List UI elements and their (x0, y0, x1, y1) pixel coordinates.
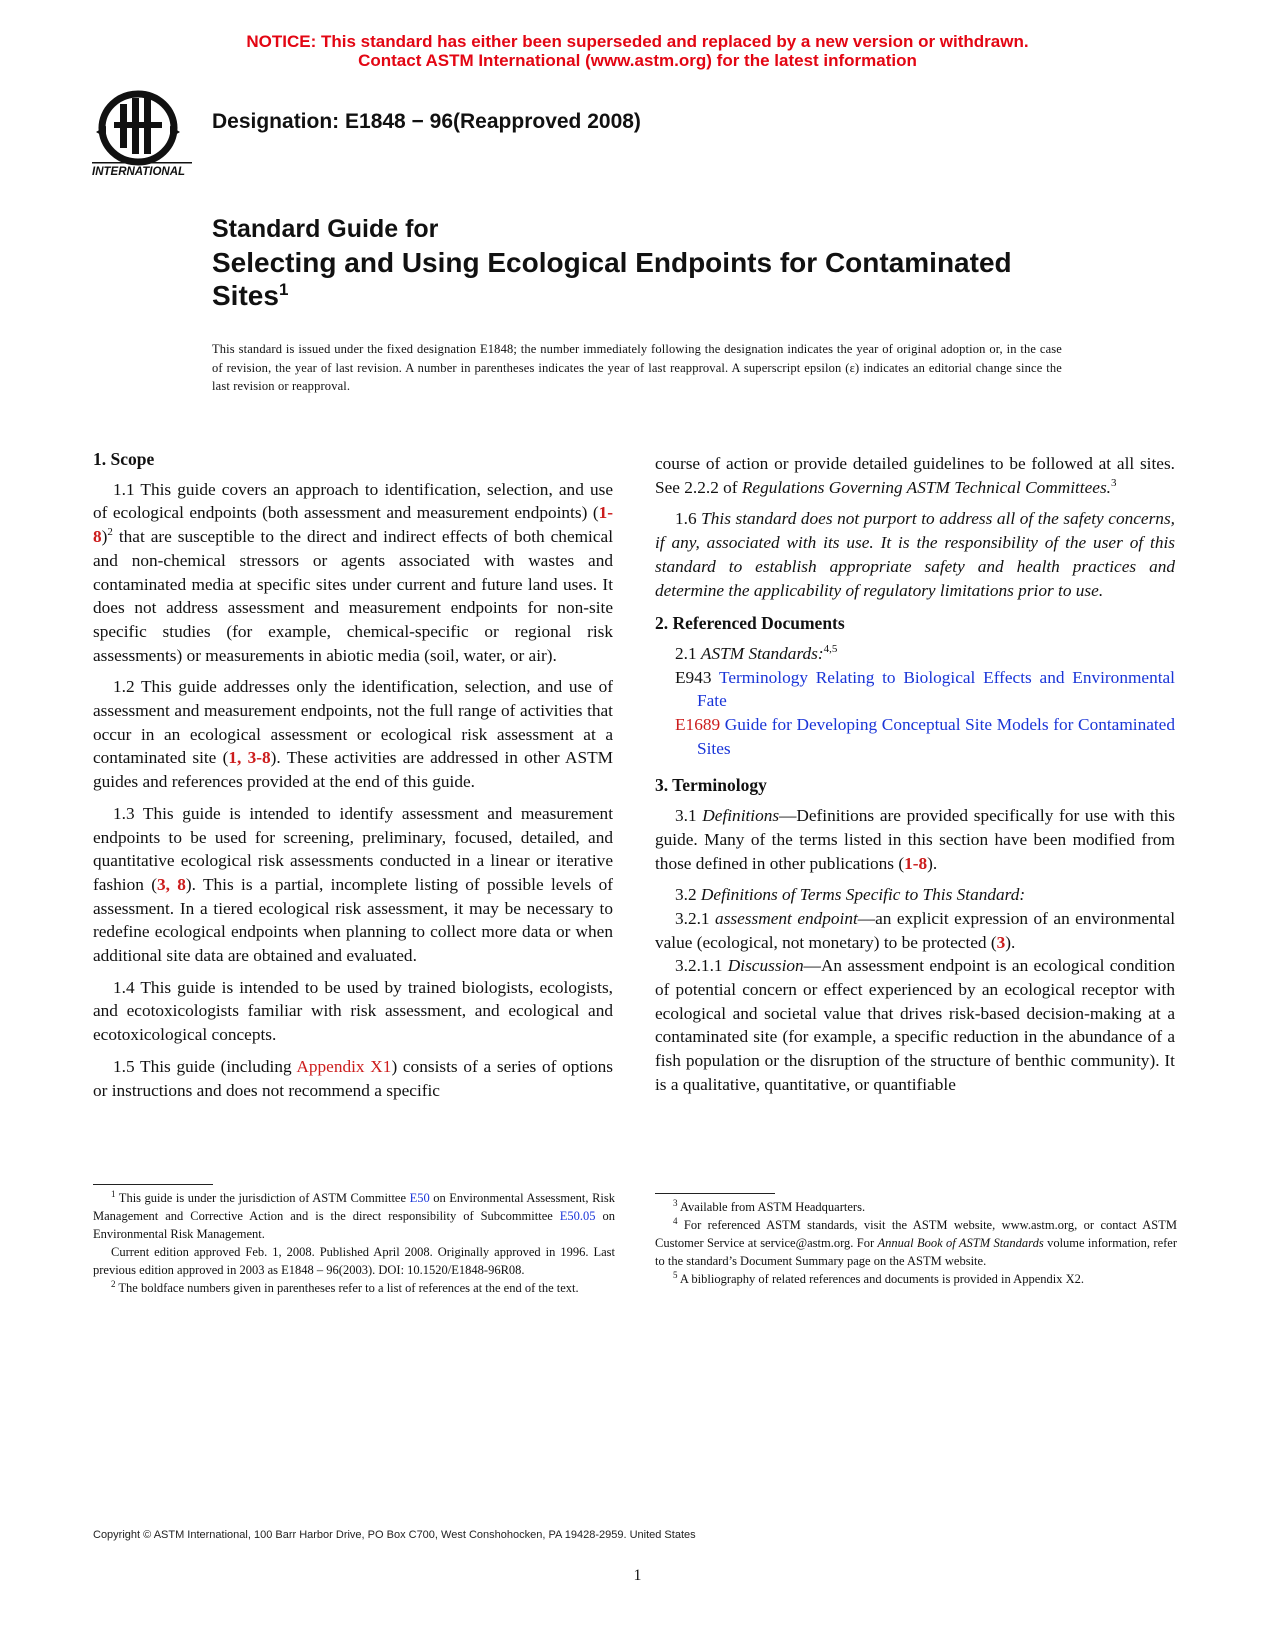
text: The boldface numbers given in parentheses refer to a list of references at the end of the text. (115, 1281, 579, 1295)
astm-logo (92, 84, 202, 180)
notice-line-1: NOTICE: This standard has either been superseded and replaced by a new version or withdrawn. (246, 32, 1029, 51)
text: 2.1 (675, 643, 701, 663)
standard-code: E943 (675, 667, 712, 687)
text: —Definitions are provided specifically for use with this guide. Many of the terms listed in this section have been modified from those defined in other publications ( (655, 806, 1175, 873)
text: 3.2.1 (675, 908, 716, 928)
text: A bibliography of related references and documents is provided in Appendix X2. (677, 1272, 1084, 1286)
paragraph-3-1 (655, 804, 1175, 875)
appendix-link[interactable]: Appendix X1 (296, 1056, 392, 1076)
paragraph-1-6 (655, 507, 1175, 602)
title-line-3 (212, 279, 1112, 312)
footnote-1-edition: Current edition approved Feb. 1, 2008. Published April 2008. Originally approved in 1996. Last previous edition approved in 2003 as E1848 – 96(2003). DOI: 10.1520/E1848-96R08. (93, 1245, 615, 1277)
footnote-marker[interactable]: 2 (107, 526, 113, 539)
text: 1.2 This guide addresses only the identification, selection, and use of assessment and measurement endpoints, not the full range of activities that occur in an ecological assessment or ecological risk assessment at a contaminated site ( (93, 677, 613, 768)
text: For referenced ASTM standards, visit the ASTM website, www.astm.org, or contact ASTM Customer Service at service@astm.org. For (655, 1218, 1177, 1250)
astm-logo-icon (92, 84, 202, 180)
term: Discussion (727, 956, 804, 976)
text: on Environmental Assessment, Risk Management and Corrective Action and is the direct responsibility of Subcommittee (93, 1191, 615, 1223)
text: ). (927, 853, 938, 873)
paragraph-3-2 (655, 883, 1175, 907)
title-line-1: Standard Guide for (212, 215, 439, 243)
text: 1.1 This guide covers an approach to identification, selection, and use of ecological endpoints (both assessment and measurement endpoints) ( (93, 479, 613, 523)
standard-code-link[interactable]: E1689 (675, 715, 721, 735)
reference-link[interactable]: 3 (156, 874, 166, 894)
text: that are susceptible to the direct and indirect effects of both chemical and non-chemical stressors or agents associated with wastes and contaminated media at specific sites under current and future land uses. It does not address assessment and measurement endpoints for non-site specific studies (for example, chemical-specific or regional risk assessments) or measurements in abiotic media (soil, water, or air). (93, 527, 613, 665)
text: on Environmental Risk Management. (93, 1209, 615, 1241)
paragraph-3-2-1-1 (655, 954, 1175, 1096)
text: 3.2 (675, 885, 701, 905)
page-number: 1 (633, 1567, 642, 1584)
text: 1.5 This guide (including (113, 1056, 297, 1076)
astm-standards-label: ASTM Standards: (700, 643, 824, 663)
text: 3.1 (675, 806, 703, 826)
reference-link[interactable]: 8 (177, 874, 186, 894)
text: ). (1005, 932, 1016, 952)
footnote-rule (655, 1193, 775, 1194)
paragraph-1-5-continued: course of action or provide detailed guidelines to be followed at all sites. See 2.2.2 of Regulations Governing ASTM Technical Committees.$^3$ (655, 454, 1175, 497)
withdrawal-notice (0, 32, 1275, 70)
term: Definitions of Terms Specific to This Standard: (700, 885, 1026, 905)
term: Definitions (702, 806, 780, 826)
paragraph-1-2: 1.2 This guide addresses only the identification, selection, and use of assessment and measurement endpoints, not the full range of activities that occur in an ecological assessment or ecological risk assessment at a contaminated site (1, 3-8). These activities are addressed in other ASTM guides and references provided at the end of this guide. (93, 677, 613, 792)
text: 3.2.1.1 (675, 956, 728, 976)
footnote-2 (93, 1279, 615, 1297)
footnotes-right (655, 1198, 1177, 1288)
terminology-heading: 3. Terminology (655, 775, 767, 796)
paragraph-1-3: 1.3 This guide is intended to identify assessment and measurement endpoints to be used for screening, preliminary, focused, detailed, and quantitative ecological risk assessments conducted in a linear or iterative fashion (3, 8). This is a partial, incomplete listing of possible levels of assessment. In a tiered ecological risk assessment, it may be necessary to redefine ecological endpoints when planning to collect more data or when additional site data are obtained and evaluated. (93, 803, 613, 966)
notice-line-2: Contact ASTM International (www.astm.org) for the latest information (358, 51, 917, 70)
footnote-number: 1 (111, 1189, 116, 1199)
footnote-number: 3 (673, 1198, 678, 1208)
title-footnote-marker: 1 (278, 280, 289, 299)
footnote-marker[interactable]: 4,5 (823, 642, 838, 655)
reference-link[interactable]: 1-8 (93, 503, 613, 547)
book-title: Annual Book of ASTM Standards (877, 1236, 1044, 1250)
left-column (93, 448, 613, 1102)
text: ). This is a partial, incomplete listing of possible levels of assessment. In a tiered ecological risk assessment, it may be necessary to redefine ecological endpoints when planning to collect more data or when additional site data are obtained and evaluated. (93, 874, 613, 966)
reference-link[interactable]: 3 (996, 932, 1006, 952)
paragraph-3-2-1 (655, 907, 1175, 954)
footnotes-left (93, 1189, 615, 1297)
paragraph-2-1 (655, 642, 1175, 666)
standard-ref-e1689 (675, 713, 1175, 760)
footnote-marker[interactable]: 3 (1111, 476, 1117, 489)
term: assessment endpoint (715, 908, 858, 928)
reference-link[interactable]: 3-8 (247, 748, 271, 768)
paragraph-1-1: 1.1 This guide covers an approach to identification, selection, and use of ecological endpoints (both assessment and measurement endpoints) $(1-8)^2$ that are susceptible to the direct and indirect effects of both chemical and non-chemical stressors or agents associated with wastes and contaminated media at specific sites under current and future land uses. It does not address assessment and measurement endpoints for non-site specific studies (for example, chemical-specific or regional risk assessments) or measurements in abiotic media (soil, water, or air). (93, 479, 613, 665)
logo-text: INTERNATIONAL (92, 166, 186, 178)
text: This guide is under the jurisdiction of ASTM Committee (115, 1191, 410, 1205)
text: Available from ASTM Headquarters. (677, 1200, 866, 1214)
footnote-rule (93, 1184, 213, 1185)
text: —an explicit expression of an environmental value (ecological, not monetary) to be protected ( (655, 908, 1175, 952)
scope-heading: 1. Scope (93, 449, 155, 469)
standard-link[interactable]: Terminology Relating to Biological Effects and Environmental Fate (697, 667, 1175, 711)
reference-link[interactable]: 1-8 (904, 853, 928, 873)
subcommittee-link[interactable]: E50.05 (559, 1209, 596, 1223)
safety-statement: This standard does not purport to address all of the safety concerns, if any, associated with its use. It is the responsibility of the user of this standard to establish appropriate safety and health practices and determine the applicability of regulatory limitations prior to use. (655, 509, 1175, 600)
committee-link[interactable]: E50 (409, 1191, 430, 1205)
right-column (655, 452, 1175, 1097)
designation: Designation: E1848 − 96(Reapproved 2008) (212, 110, 641, 133)
footnote-number: 5 (673, 1270, 678, 1280)
regulations-title: Regulations Governing ASTM Technical Committees. (741, 477, 1111, 497)
paragraph-1-4: 1.4 This guide is intended to be used by trained biologists, ecologists, and ecotoxicologists familiar with risk assessment, and ecological and ecotoxicological concepts. (93, 977, 613, 1045)
reference-link[interactable]: 1 (228, 748, 237, 768)
text: ). These activities are addressed in other ASTM guides and references provided at the end of this guide. (93, 748, 613, 792)
footnote-5 (655, 1270, 1177, 1288)
paragraph-1-5: 1.5 This guide (including Appendix X1) consists of a series of options or instructions and does not recommend a specific (93, 1056, 614, 1100)
text: 1.6 (675, 509, 702, 529)
text: 1.3 This guide is intended to identify assessment and measurement endpoints to be used for screening, preliminary, focused, detailed, and quantitative ecological risk assessments conducted in a linear or iterative fashion ( (93, 803, 613, 894)
page-title (212, 213, 1112, 312)
copyright: Copyright © ASTM International, 100 Barr Harbor Drive, PO Box C700, West Conshohocken, PA 19428-2959. United States (93, 1529, 696, 1541)
footnote-4 (655, 1216, 1177, 1270)
footnote-1 (93, 1189, 615, 1243)
preamble: This standard is issued under the fixed designation E1848; the number immediately following the designation indicates the year of original adoption or, in the case of revision, the year of last revision. A number in parentheses indicates the year of last reapproval. A superscript epsilon (ε) indicates an editorial change since the last revision or reapproval. (212, 342, 1062, 393)
text: —An assessment endpoint is an ecological condition of potential concern or effect experienced by an ecological receptor with ecological and societal value that drives risk-based decision-making at a contaminated site (for example, a specific reduction in the abundance of a fish population or the disruption of the structure of benthic community). It is a qualitative, quantitative, or quantifiable (655, 956, 1176, 1094)
standard-link[interactable]: Guide for Developing Conceptual Site Models for Contaminated Sites (697, 715, 1175, 758)
standard-ref-e943 (675, 666, 1175, 713)
referenced-documents-heading: 2. Referenced Documents (655, 613, 845, 634)
footnote-number: 4 (673, 1216, 678, 1226)
footnote-3 (655, 1198, 1177, 1216)
footnote-number: 2 (111, 1279, 116, 1289)
text: volume information, refer to the standard’s Document Summary page on the ASTM website. (655, 1236, 1177, 1268)
title-line-3-text: Sites (212, 280, 279, 311)
title-line-2: Selecting and Using Ecological Endpoints for Contaminated (212, 247, 1012, 278)
